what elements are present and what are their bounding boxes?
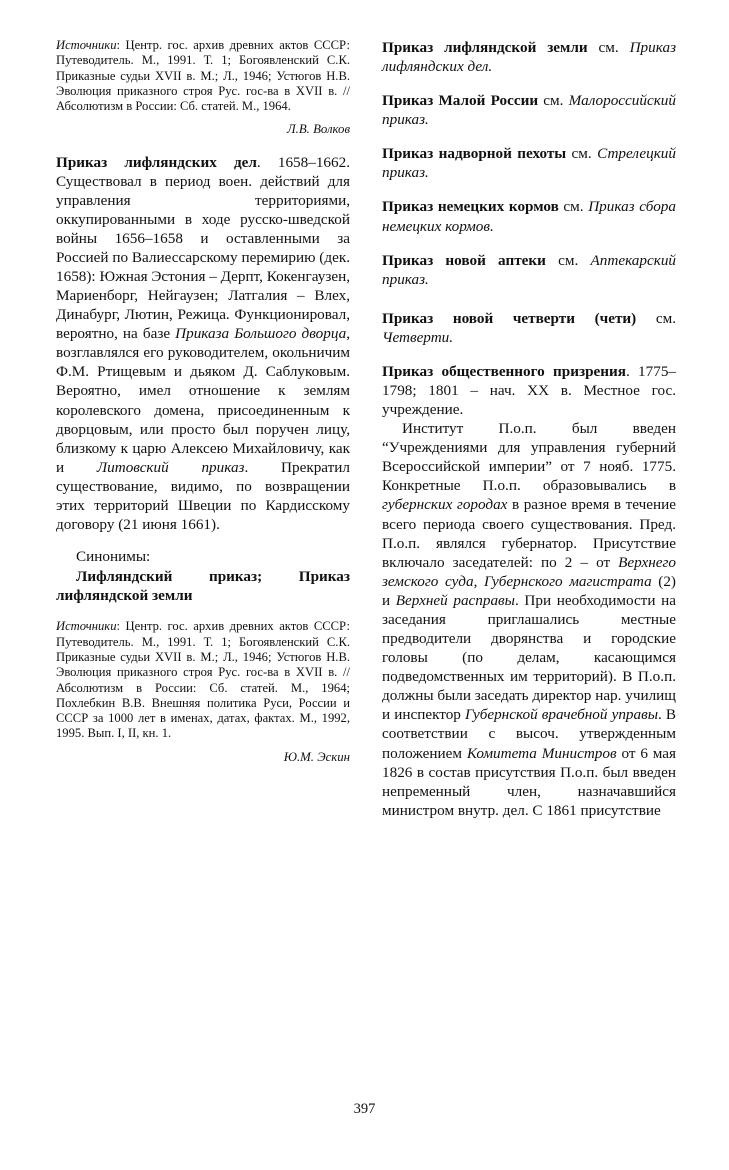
entry-paragraph [56,153,350,535]
entry-italic: Верхнего земского суда [382,553,676,590]
entry-headword: Приказ общественного призрения [382,362,626,380]
source-note-bottom [56,619,350,741]
right-column [382,38,676,820]
cross-reference-entry [382,309,676,347]
entry-paragraph-2 [382,419,676,820]
see-also-label: см. [545,251,591,269]
entry-italic: Верхней расправы [395,591,515,609]
see-also-label: см. [566,145,598,163]
entry-text: (2) и [382,572,676,609]
see-also-label: см. [636,309,677,327]
page-number: 397 [353,1101,376,1117]
entry-text: Институт П.о.п. был введен “Учреждениями для управления губерний Всероссийской империи” от 7 нояб. 1775. Конкретные П.о.п. образовывались в [382,420,676,495]
see-also-target: Приказ лифляндских дел. [382,39,676,76]
author-signature-top: Л.В. Волков [286,122,350,137]
source-note-text: : Центр. гос. архив древних актов СССР: Путеводитель. М., 1991. Т. 1; Богоявленский С.К. Приказные судьи XVII в. М.; Л., 1946; Устюгов Н.В. Эволюция приказного строя Рус. гос-ва в XVII в. // Абсолютизм в России: Сб. статей. М., 1964; Похлебкин В.В. Внешняя политика Руси, России и СССР за 1000 лет в именах, датах, фактах. М., 1992, 1995. Вып. I, II, кн. 1. [56,619,350,741]
entry-paragraph [382,362,676,419]
cross-reference-entry [382,197,676,235]
entry-italic: Комитета Министров [466,744,617,762]
cross-reference-entry [382,251,676,289]
see-also-label: см. [587,39,630,56]
author-signature-bottom: Ю.М. Эскин [283,749,350,764]
entry-body-1: . 1658–1662. Существовал в период воен. действий для управления территориями, оккупированными в ходе русско-шведской войны 1656–1658 и оставленными за Россией по Валиессарскому перемирию (дек. 1658): Южная Эстония – Дерпт, Кокенгаузен, Мариенборг, Нейгаузен; Латгалия – Влех, Динабург, Лютин, Режица. Функционировал, вероятно, на базе [56,153,351,343]
entry-prikaz-liflyandskih-del [56,153,350,606]
entry-body-2: , возглавлялся его руководителем, окольничим Ф.М. Ртищевым и дьяком Д. Саблуковым. Вероятно, имел отношение к землям королевского домена, присоединенным к дворцовым, или просто был поручен лицу, близкому к царю Алексею Михайловичу, как и [56,325,350,476]
entry-headword: Приказ лифляндской земли [382,39,588,56]
entry-text: от 6 мая 1826 в состав присутствия П.о.п. был введен непременный член, назначавшийся министром внутр. дел. С 1861 присутствие [382,744,676,819]
see-also-target: Четверти. [382,328,454,346]
synonyms-value: Лифляндский приказ; Приказ лифляндской земли [56,568,350,605]
entry-headword: Приказ новой четверти (чети) [382,309,637,327]
see-also-target: Стрелецкий приказ. [382,145,676,182]
entry-italic: Губернской врачебной управы [464,706,658,724]
entry-headword: Приказ немецких кормов [382,198,559,216]
entry-body-3: . Прекратил существование, видимо, по возвращении этих территорий Швеции по Кардисскому договору (21 июня 1661). [56,458,350,534]
cross-reference-entry [382,144,676,182]
entry-headword: Приказ лифляндских дел [56,153,257,171]
entry-italic-1: Приказа Большого дворца [175,325,347,343]
see-also-label: см. [558,198,589,216]
entry-text: . При необходимости на заседания приглашались местные предводители дворянства и городские головы (по делам, касающимся подведомственных им территорий). В П.о.п. должны были заседать директор нар. училищ и инспектор [382,591,677,724]
entry-text: , [473,572,484,590]
see-also-target: Аптекарский приказ. [382,251,677,288]
entry-headword: Приказ Малой России [382,92,539,110]
synonyms-label: Синонимы: [76,548,151,566]
see-also-label: см. [538,92,569,110]
left-column [56,38,350,820]
source-note-label: Источники [56,619,117,634]
entry-headword: Приказ новой аптеки [382,251,546,269]
cross-reference-entry [382,38,676,76]
entry-text: в разное время в течение всего периода своего существования. Пред. П.о.п. являлся губернатор. Присутствие включало заседателей: по 2 – от [382,496,676,571]
see-also-target: Приказ сбора немецких кормов. [382,198,676,235]
entry-italic: Губернского магистрата [484,572,652,590]
source-note-text: : Центр. гос. архив древних актов СССР: Путеводитель. М., 1991. Т. 1; Богоявленский С.К. Приказные судьи XVII в. М.; Л., 1946; Устюгов Н.В. Эволюция приказного строя Рус. гос-ва в XVII в. // Абсолютизм в России: Сб. статей. М., 1964. [56,38,350,114]
see-also-target: Малороссийский приказ. [382,92,676,129]
two-column-layout [56,38,676,820]
entry-text: . В соответствии с высоч. утвержденным положением [382,706,676,762]
source-note-label: Источники [56,38,117,52]
cross-reference-entry [382,91,676,129]
entry-body-1: . 1775–1798; 1801 – нач. XX в. Местное гос. учреждение. [382,362,676,419]
entry-prikaz-obshestvennogo-prizreniya [382,362,676,820]
entry-italic-2: Литовский приказ [96,458,245,476]
entry-headword: Приказ надворной пехоты [382,145,567,163]
entry-italic: губернских городах [382,496,508,514]
source-note-top [56,38,350,114]
